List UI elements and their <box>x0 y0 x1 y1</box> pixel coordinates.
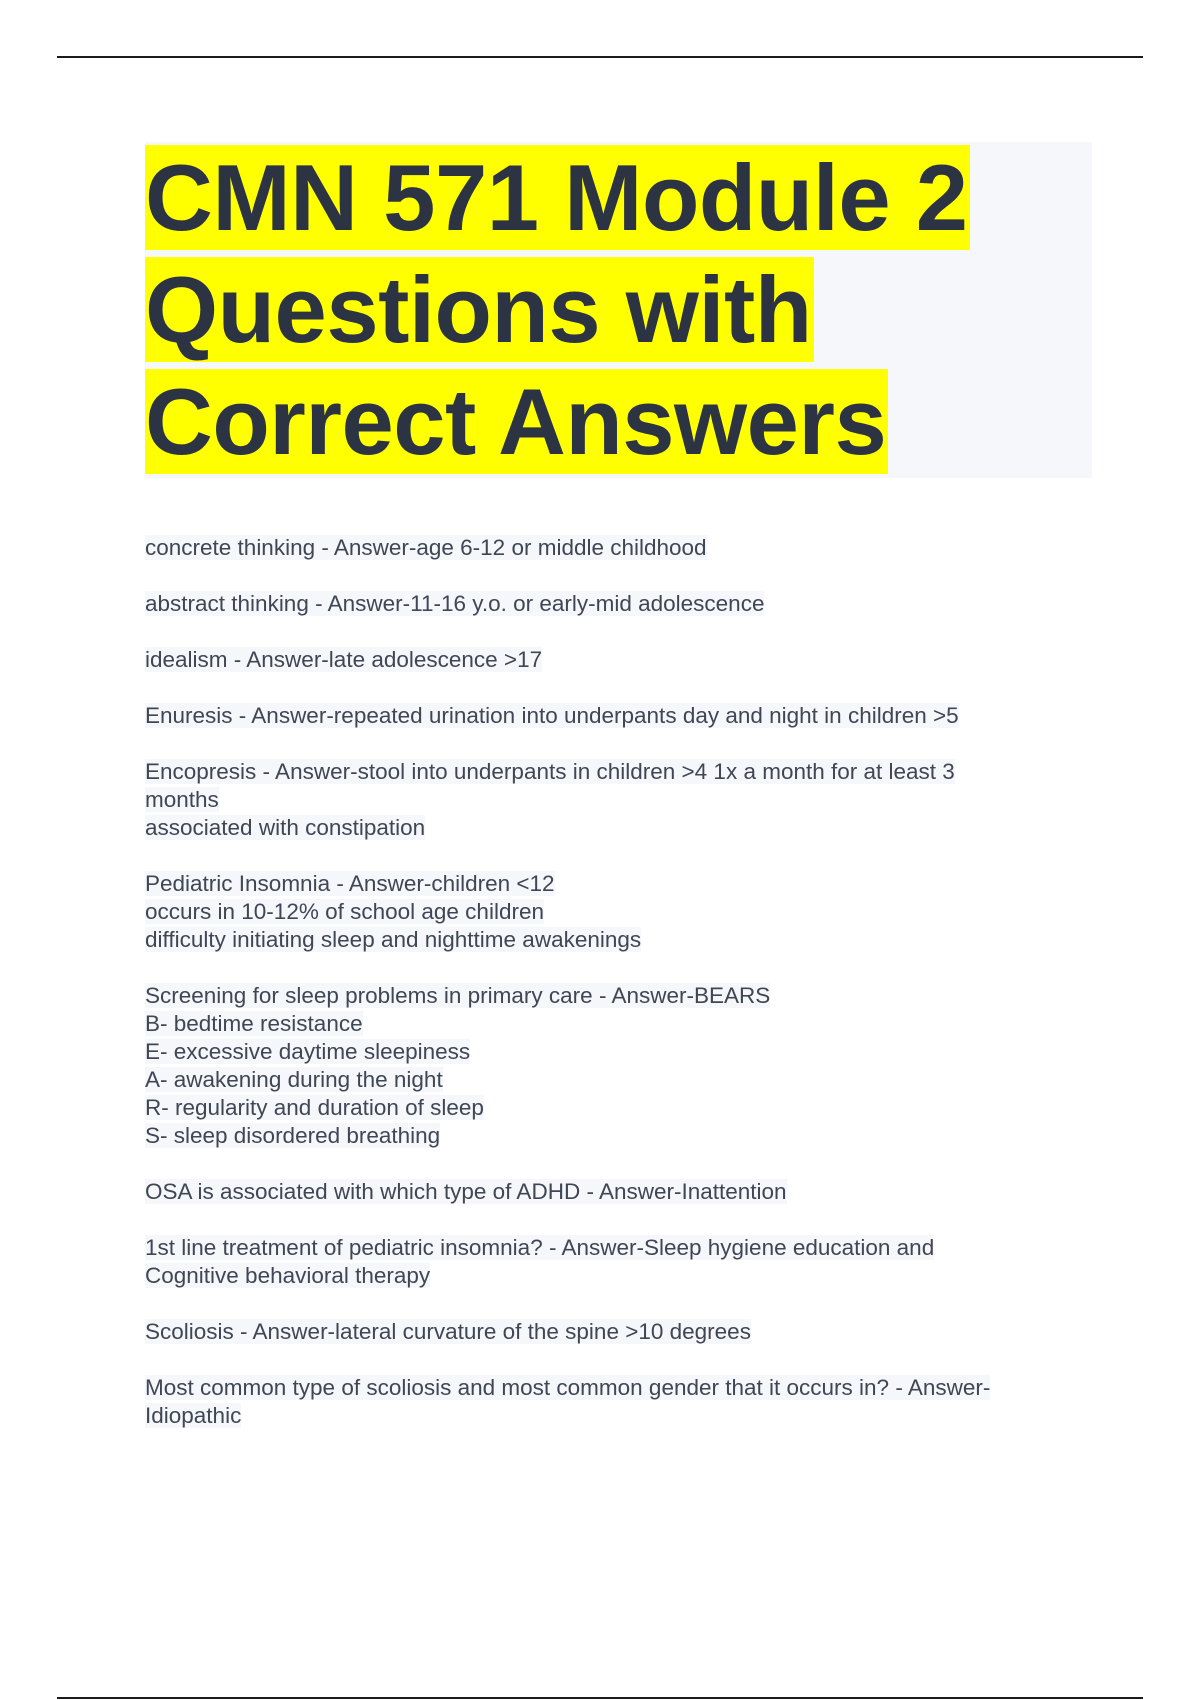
qa-line <box>145 898 1075 926</box>
qa-line-text: E- excessive daytime sleepiness <box>145 1039 471 1064</box>
qa-line-text: B- bedtime resistance <box>145 1011 363 1036</box>
qa-line <box>145 1010 1075 1038</box>
top-rule <box>57 56 1143 58</box>
qa-item <box>145 1234 1075 1290</box>
qa-line-text: idealism - Answer-late adolescence >17 <box>145 647 543 672</box>
qa-line-text: S- sleep disordered breathing <box>145 1123 441 1148</box>
qa-line-text: Scoliosis - Answer-lateral curvature of the spine >10 degrees <box>145 1319 751 1344</box>
title-block <box>145 142 1092 478</box>
qa-line <box>145 702 1075 730</box>
qa-line <box>145 1234 1075 1262</box>
qa-line-text: Screening for sleep problems in primary care - Answer-BEARS <box>145 983 771 1008</box>
qa-line-text: abstract thinking - Answer-11-16 y.o. or early-mid adolescence <box>145 591 765 616</box>
qa-line <box>145 1066 1075 1094</box>
qa-line-text: associated with constipation <box>145 815 426 840</box>
qa-line <box>145 1094 1075 1122</box>
qa-item <box>145 590 1075 618</box>
qa-line <box>145 814 1075 842</box>
qa-item <box>145 534 1075 562</box>
bottom-rule <box>57 1697 1143 1699</box>
qa-item <box>145 1178 1075 1206</box>
qa-line-text: difficulty initiating sleep and nighttime awakenings <box>145 927 642 952</box>
qa-line-text: months <box>145 787 219 812</box>
qa-line <box>145 646 1075 674</box>
qa-line-text: Most common type of scoliosis and most common gender that it occurs in? - Answer- <box>145 1375 991 1400</box>
qa-line-text: OSA is associated with which type of ADHD - Answer-Inattention <box>145 1179 787 1204</box>
qa-line <box>145 1122 1075 1150</box>
title-line-text: CMN 571 Module 2 <box>145 145 968 250</box>
qa-line <box>145 590 1075 618</box>
qa-line <box>145 534 1075 562</box>
qa-line <box>145 786 1075 814</box>
qa-line <box>145 1374 1075 1402</box>
qa-line <box>145 1038 1075 1066</box>
title-line-text: Questions with <box>145 257 812 362</box>
qa-line <box>145 982 1075 1010</box>
title-line <box>145 254 1092 366</box>
qa-line-text: concrete thinking - Answer-age 6-12 or middle childhood <box>145 535 707 560</box>
qa-line <box>145 758 1075 786</box>
qa-list <box>145 534 1075 1458</box>
title-line <box>145 366 1092 478</box>
qa-line <box>145 926 1075 954</box>
qa-line <box>145 1262 1075 1290</box>
qa-item <box>145 1318 1075 1346</box>
qa-line-text: 1st line treatment of pediatric insomnia? - Answer-Sleep hygiene education and <box>145 1235 935 1260</box>
qa-line-text: Enuresis - Answer-repeated urination into underpants day and night in children >5 <box>145 703 959 728</box>
qa-line-text: Idiopathic <box>145 1403 242 1428</box>
title-line <box>145 142 1092 254</box>
page-title <box>145 142 1092 478</box>
qa-line-text: Encopresis - Answer-stool into underpants in children >4 1x a month for at least 3 <box>145 759 955 784</box>
qa-line <box>145 1402 1075 1430</box>
qa-item <box>145 870 1075 954</box>
qa-item <box>145 982 1075 1150</box>
qa-line-text: occurs in 10-12% of school age children <box>145 899 544 924</box>
qa-line-text: Pediatric Insomnia - Answer-children <12 <box>145 871 555 896</box>
title-line-text: Correct Answers <box>145 369 887 474</box>
qa-line-text: R- regularity and duration of sleep <box>145 1095 484 1120</box>
qa-item <box>145 758 1075 842</box>
qa-item <box>145 1374 1075 1430</box>
qa-line <box>145 870 1075 898</box>
qa-line-text: A- awakening during the night <box>145 1067 443 1092</box>
qa-line-text: Cognitive behavioral therapy <box>145 1263 431 1288</box>
qa-item <box>145 702 1075 730</box>
qa-line <box>145 1178 1075 1206</box>
qa-item <box>145 646 1075 674</box>
qa-line <box>145 1318 1075 1346</box>
